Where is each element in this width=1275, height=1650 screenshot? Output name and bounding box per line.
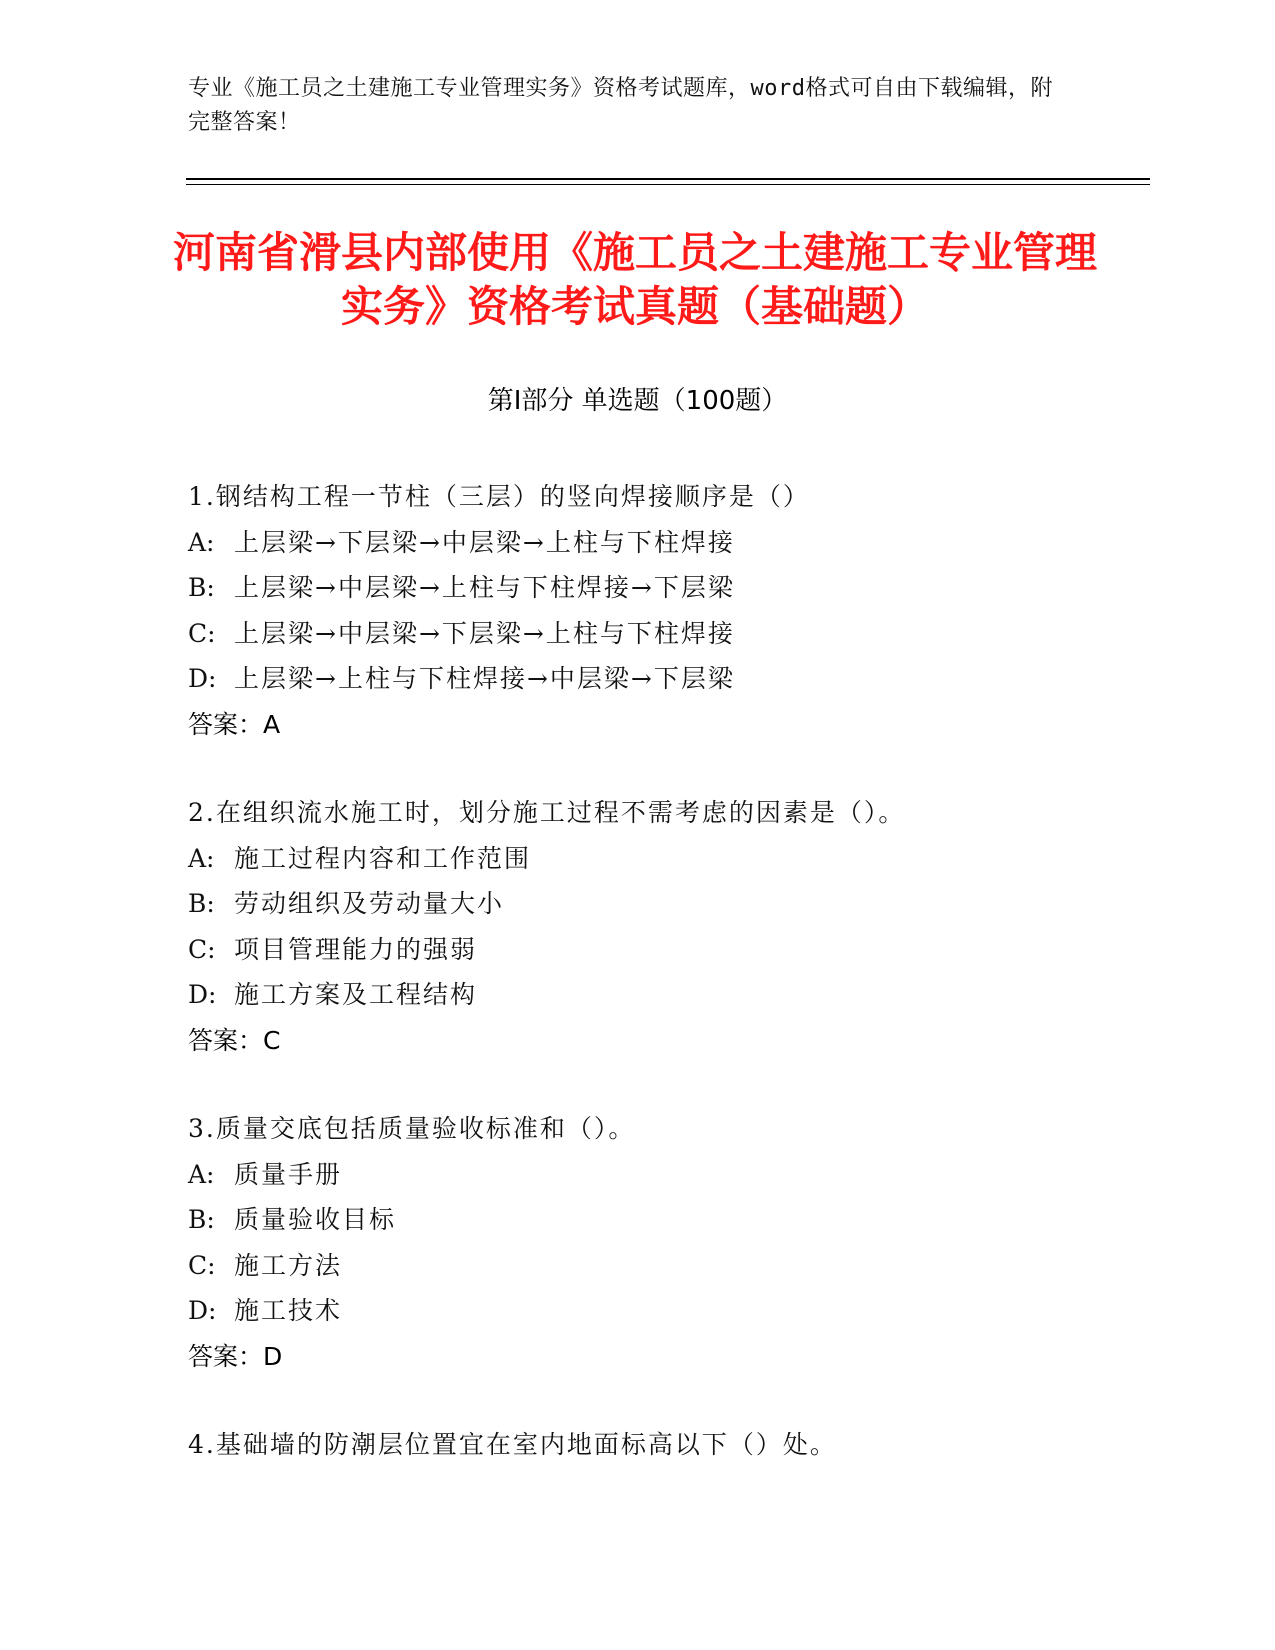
header-rule-thin <box>186 184 1150 185</box>
option-a <box>188 520 1148 566</box>
question-2 <box>188 790 1148 1063</box>
question-stem: 3.质量交底包括质量验收标准和（）。 <box>188 1114 636 1143</box>
option-d <box>188 1288 1148 1334</box>
question-stem: 4.基础墙的防潮层位置宜在室内地面标高以下（）处。 <box>188 1430 837 1459</box>
section-title: 第Ⅰ部分 单选题（100题） <box>487 386 788 416</box>
question-list <box>188 474 1148 1511</box>
option-key: D: <box>188 1296 217 1325</box>
option-key: C: <box>188 1250 216 1280</box>
answer-line: 答案：A <box>188 709 281 739</box>
header-rule-thick <box>186 178 1150 180</box>
question-stem: 2.在组织流水施工时，划分施工过程不需考虑的因素是（）。 <box>188 798 906 827</box>
option-key: B: <box>188 573 215 602</box>
option-text: 质量手册 <box>234 1159 343 1189</box>
option-key: D: <box>188 980 217 1009</box>
option-text: 项目管理能力的强弱 <box>234 934 478 964</box>
option-text: 上层梁→上柱与下柱焊接→中层梁→下层梁 <box>234 664 735 693</box>
answer-line: 答案：C <box>188 1025 281 1055</box>
question-3 <box>188 1106 1148 1379</box>
option-text: 上层梁→下层梁→中层梁→上柱与下柱焊接 <box>234 527 735 557</box>
option-c <box>188 1243 1148 1289</box>
option-key: A: <box>188 843 215 873</box>
option-text: 上层梁→中层梁→下层梁→上柱与下柱焊接 <box>234 618 735 648</box>
option-b <box>188 881 1148 927</box>
option-text: 上层梁→中层梁→上柱与下柱焊接→下层梁 <box>234 573 735 602</box>
option-key: C: <box>188 934 216 964</box>
option-a <box>188 836 1148 882</box>
header-note: 专业《施工员之土建施工专业管理实务》资格考试题库，word格式可自由下载编辑，附完整答案！ <box>188 76 1053 135</box>
question-1 <box>188 474 1148 747</box>
option-text: 施工过程内容和工作范围 <box>234 843 532 873</box>
option-c <box>188 611 1148 657</box>
option-key: B: <box>188 889 215 918</box>
option-text: 劳动组织及劳动量大小 <box>234 889 505 918</box>
option-d <box>188 656 1148 702</box>
option-d <box>188 972 1148 1018</box>
question-stem: 1.钢结构工程一节柱（三层）的竖向焊接顺序是（） <box>188 482 810 511</box>
option-key: D: <box>188 664 217 693</box>
option-key: A: <box>188 527 215 557</box>
answer-line: 答案：D <box>188 1341 283 1371</box>
option-b <box>188 565 1148 611</box>
option-key: C: <box>188 618 216 648</box>
option-a <box>188 1152 1148 1198</box>
option-c <box>188 927 1148 973</box>
option-text: 质量验收目标 <box>234 1205 397 1234</box>
option-key: A: <box>188 1159 215 1189</box>
option-text: 施工方法 <box>234 1250 343 1280</box>
document-title: 河南省滑县内部使用《施工员之土建施工专业管理实务》资格考试真题（基础题） <box>172 228 1097 331</box>
option-text: 施工技术 <box>234 1296 343 1325</box>
option-text: 施工方案及工程结构 <box>234 980 478 1009</box>
option-key: B: <box>188 1205 215 1234</box>
option-b <box>188 1197 1148 1243</box>
question-4 <box>188 1422 1148 1468</box>
